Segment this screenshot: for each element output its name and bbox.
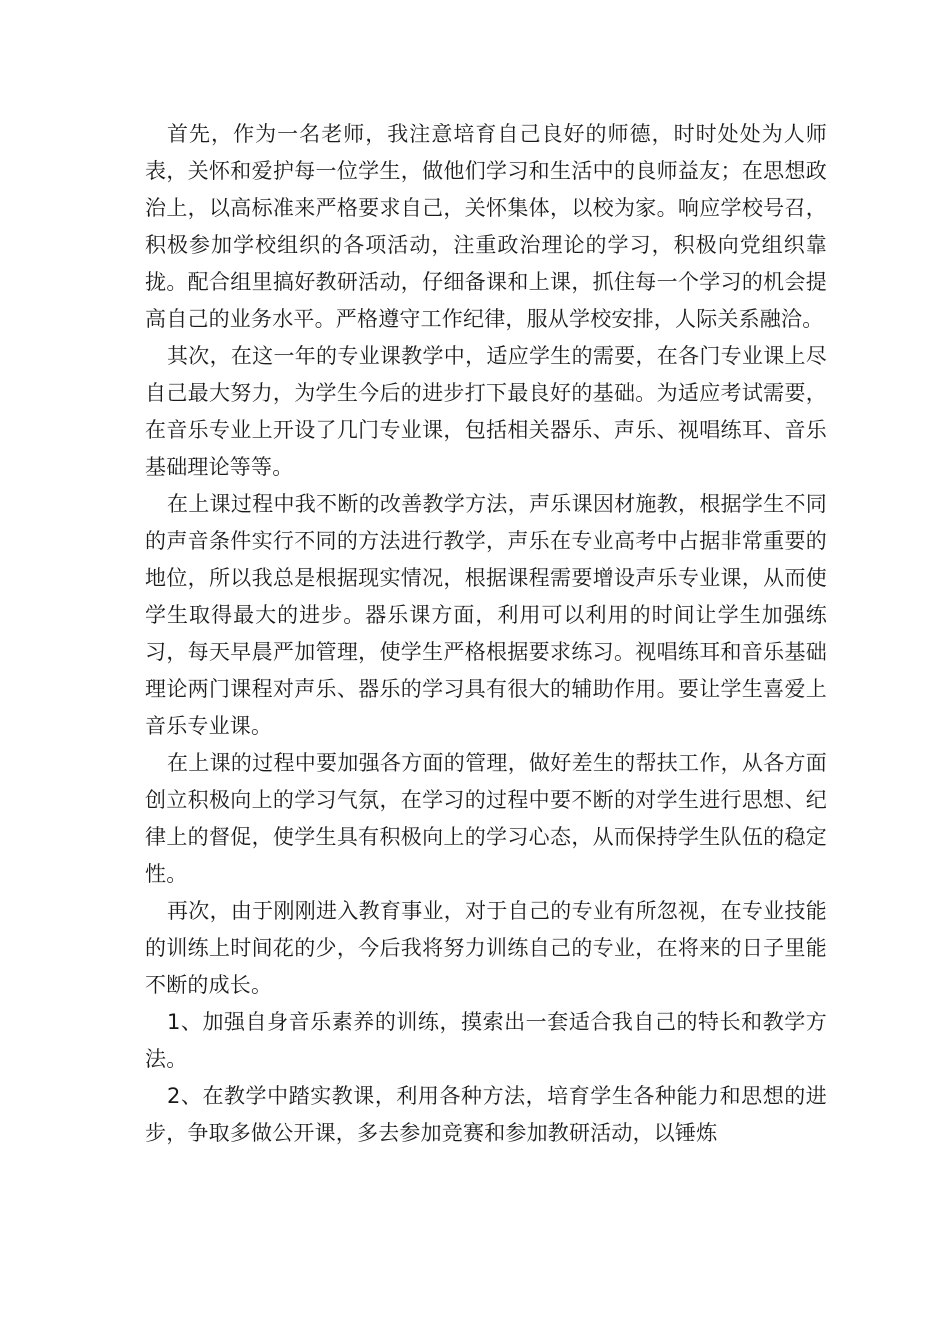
list-item-1: 1、加强自身音乐素养的训练，摸索出一套适合我自己的特长和教学方法。 xyxy=(145,1010,827,1071)
paragraph-self-improvement: 再次，由于刚刚进入教育事业，对于自己的专业有所忽视，在专业技能的训练上时间花的少，今后我将努力训练自己的专业，在将来的日子里能不断的成长。 xyxy=(145,899,827,997)
paragraph-class-management: 在上课的过程中要加强各方面的管理，做好差生的帮扶工作，从各方面创立积极向上的学习气氛，在学习的过程中要不断的对学生进行思想、纪律上的督促，使学生具有积极向上的学习心态，从而保持学生队伍的稳定性。 xyxy=(145,751,827,886)
paragraph-teaching-methods: 在上课过程中我不断的改善教学方法，声乐课因材施教，根据学生不同的声音条件实行不同的方法进行教学，声乐在专业高考中占据非常重要的地位，所以我总是根据现实情况，根据课程需要增设声乐专业课，从而使学生取得最大的进步。器乐课方面，利用可以利用的时间让学生加强练习，每天早晨严加管理，使学生严格根据要求练习。视唱练耳和音乐基础理论两门课程对声乐、器乐的学习具有很大的辅助作用。要让学生喜爱上音乐专业课。 xyxy=(145,492,827,738)
paragraph-teacher-ethics: 首先，作为一名老师，我注意培育自己良好的师德，时时处处为人师表，关怀和爱护每一位学生，做他们学习和生活中的良师益友；在思想政治上，以高标准来严格要求自己，关怀集体，以校为家。响应学校号召，积极参加学校组织的各项活动，注重政治理论的学习，积极向党组织靠拢。配合组里搞好教研活动，仔细备课和上课，抓住每一个学习的机会提高自己的业务水平。严格遵守工作纪律，服从学校安排，人际关系融洽。 xyxy=(145,122,827,331)
paragraph-professional-courses: 其次，在这一年的专业课教学中，适应学生的需要，在各门专业课上尽自己最大努力，为学生今后的进步打下最良好的基础。为适应考试需要，在音乐专业上开设了几门专业课，包括相关器乐、声乐、视唱练耳、音乐基础理论等等。 xyxy=(145,344,827,479)
list-item-2: 2、在教学中踏实教课，利用各种方法，培育学生各种能力和思想的进步，争取多做公开课，多去参加竞赛和参加教研活动，以锤炼 xyxy=(145,1084,827,1145)
document-body xyxy=(145,116,827,1152)
